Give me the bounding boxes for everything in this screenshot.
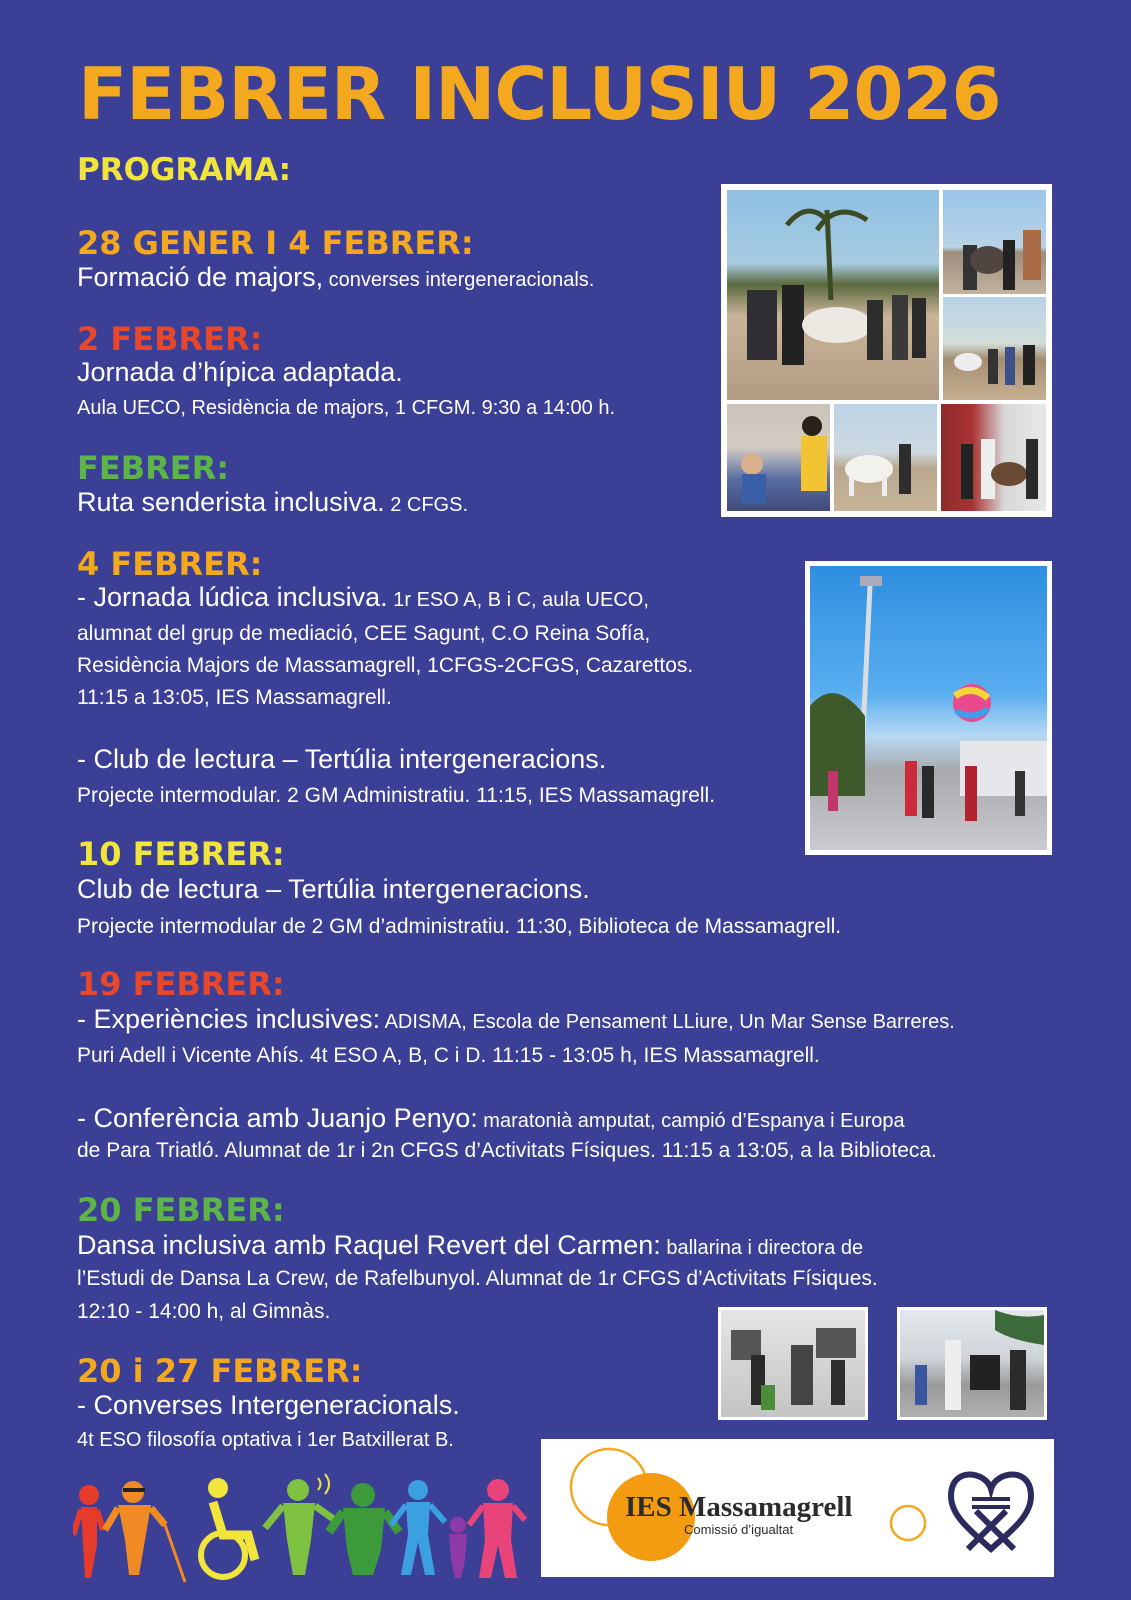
photo-stable [941,404,1046,511]
event-date: 2 FEBRER: [77,320,263,358]
photo-ludic-game [805,561,1052,855]
person-red [73,1485,103,1578]
photo-ludic-game-image [810,566,1047,850]
photo-group-horse [943,297,1046,400]
photo-conversations-image [900,1310,1044,1417]
event-date: 19 FEBRER: [77,965,285,1003]
program-label: PROGRAMA: [77,152,292,188]
person-orange-cane [105,1481,185,1582]
event-line: 12:10 - 14:00 h, al Gimnàs. [77,1300,331,1323]
event-line: alumnat del grup de mediació, CEE Sagunt, C.O Reina Sofía, [77,622,651,645]
event-line: - Experiències inclusives: ADISMA, Escola de Pensament LLiure, Un Mar Sense Barreres. [77,1004,955,1034]
event-date: FEBRER: [77,449,230,487]
school-name: IES Massamagrell [625,1491,853,1523]
event-line: 4t ESO filosofía optativa i 1er Batxillerat B. [77,1429,454,1451]
event-line: - Jornada lúdica inclusiva. 1r ESO A, B i C, aula UECO, [77,582,649,612]
event-line: Dansa inclusiva amb Raquel Revert del Carmen: ballarina i directora de [77,1230,864,1260]
photo-collage-horses [721,184,1052,517]
photo-rider [943,190,1046,294]
person-green-waves [265,1474,335,1575]
photo-horse-riding [727,190,939,400]
event-date: 4 FEBRER: [77,545,263,583]
event-line: - Club de lectura – Tertúlia intergeneracions. [77,744,607,774]
wheelchair-icon [201,1478,255,1577]
photo-conversations [897,1307,1047,1420]
photo-table-activity [727,404,830,511]
photo-white-horse [834,404,937,511]
photo-horse-riding-art [727,190,939,400]
event-line: Jornada d’hípica adaptada. [77,357,403,387]
event-line: Ruta senderista inclusiva. 2 CFGS. [77,487,469,517]
event-date: 20 i 27 FEBRER: [77,1352,363,1390]
event-line: Aula UECO, Residència de majors, 1 CFGM. 9:30 a 14:00 h. [77,397,616,419]
event-line: 11:15 a 13:05, IES Massamagrell. [77,686,392,709]
person-pink [469,1479,525,1578]
person-purple-small [449,1517,467,1578]
photo-dance-gym-image [721,1310,865,1417]
event-line: l’Estudi de Dansa La Crew, de Rafelbunyol. Alumnat de 1r CFGS d’Activitats Físiques. [77,1267,878,1290]
page-title: FEBRER INCLUSIU 2026 [78,52,1001,136]
event-date: 28 GENER I 4 FEBRER: [77,224,474,262]
event-date: 20 FEBRER: [77,1191,285,1229]
event-line: Formació de majors, converses intergeneracionals. [77,262,595,292]
school-logo-box [541,1439,1054,1577]
event-line: Club de lectura – Tertúlia intergeneracions. [77,874,590,904]
person-darkgreen [329,1483,399,1575]
event-line: Puri Adell i Vicente Ahís. 4t ESO A, B, C i D. 11:15 - 13:05 h, IES Massamagrell. [77,1044,820,1067]
event-line: Residència Majors de Massamagrell, 1CFGS-2CFGS, Cazarettos. [77,654,694,677]
event-date: 10 FEBRER: [77,835,285,873]
event-line: de Para Triatló. Alumnat de 1r i 2n CFGS d’Activitats Físiques. 11:15 a 13:05, a la Biblioteca. [77,1139,937,1162]
event-line: Projecte intermodular. 2 GM Administratiu. 11:15, IES Massamagrell. [77,784,716,807]
event-line: - Converses Intergeneracionals. [77,1390,460,1420]
heart-ribbon-icon [946,1461,1036,1561]
photo-dance-gym [718,1307,868,1420]
inclusive-people-icon [73,1470,528,1585]
school-subtitle: Comissió d’igualtat [684,1522,794,1537]
event-line: - Conferència amb Juanjo Penyo: maratonià amputat, campió d’Espanya i Europa [77,1103,905,1133]
event-line: Projecte intermodular de 2 GM d’administratiu. 11:30, Biblioteca de Massamagrell. [77,915,842,938]
